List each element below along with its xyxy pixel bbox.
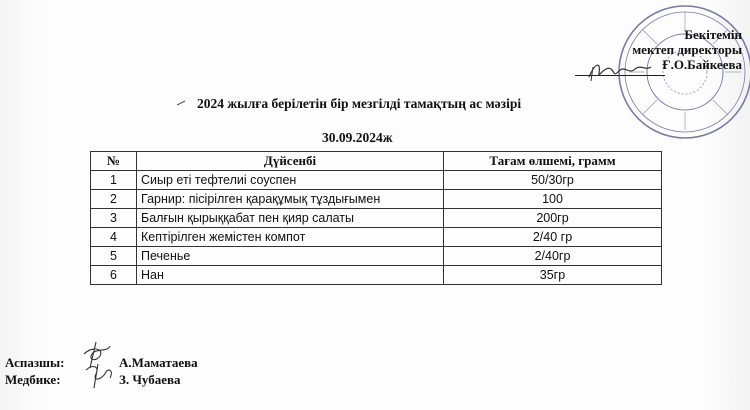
row-number: 2 bbox=[91, 190, 137, 209]
header-day: Дүйсенбі bbox=[137, 152, 444, 171]
row-number: 1 bbox=[91, 171, 137, 190]
dish-portion: 2/40 гр bbox=[444, 228, 662, 247]
dish-name: Гарнир: пісірілген қарақұмық тұздығымен bbox=[137, 190, 444, 209]
signer-role: Медбике: bbox=[5, 372, 61, 387]
document-title: 2024 жылға берілетін бір мезгілді тамақтың ас мәзірі bbox=[197, 96, 522, 111]
signer-name: З. Чубаева bbox=[119, 372, 181, 387]
dish-portion: 200гр bbox=[444, 209, 662, 228]
table-row bbox=[91, 209, 662, 228]
table-row bbox=[91, 247, 662, 266]
header-number: № bbox=[91, 152, 137, 171]
dish-name: Кептірілген жемістен компот bbox=[137, 228, 444, 247]
dish-portion: 50/30гр bbox=[444, 171, 662, 190]
table-header-row bbox=[91, 152, 662, 171]
row-number: 6 bbox=[91, 266, 137, 285]
table-row bbox=[91, 266, 662, 285]
header-portion: Тағам өлшемі, грамм bbox=[444, 152, 662, 171]
approval-heading: Бекітемін bbox=[684, 27, 742, 42]
signer-name: А.Маматаева bbox=[119, 355, 198, 370]
row-number: 5 bbox=[91, 247, 137, 266]
approval-position: мектеп директоры bbox=[632, 42, 742, 57]
dish-name: Балғын қырыққабат пен қияр салаты bbox=[137, 209, 444, 228]
director-signature-line bbox=[575, 75, 665, 76]
approval-block bbox=[632, 27, 742, 72]
nurse-signature bbox=[80, 360, 120, 390]
menu-table bbox=[90, 151, 662, 285]
menu-date: 30.09.2024ж bbox=[322, 130, 393, 145]
dish-portion: 100 bbox=[444, 190, 662, 209]
pen-mark bbox=[176, 100, 186, 106]
signer-role: Аспазшы: bbox=[5, 355, 65, 370]
dish-portion: 35гр bbox=[444, 266, 662, 285]
row-number: 3 bbox=[91, 209, 137, 228]
row-number: 4 bbox=[91, 228, 137, 247]
approval-director-name: Ғ.О.Байкеева bbox=[662, 57, 742, 72]
dish-name: Нан bbox=[137, 266, 444, 285]
table-row bbox=[91, 228, 662, 247]
table-row bbox=[91, 171, 662, 190]
dish-portion: 2/40гр bbox=[444, 247, 662, 266]
dish-name: Сиыр еті тефтелиі соуспен bbox=[137, 171, 444, 190]
table-row bbox=[91, 190, 662, 209]
dish-name: Печенье bbox=[137, 247, 444, 266]
